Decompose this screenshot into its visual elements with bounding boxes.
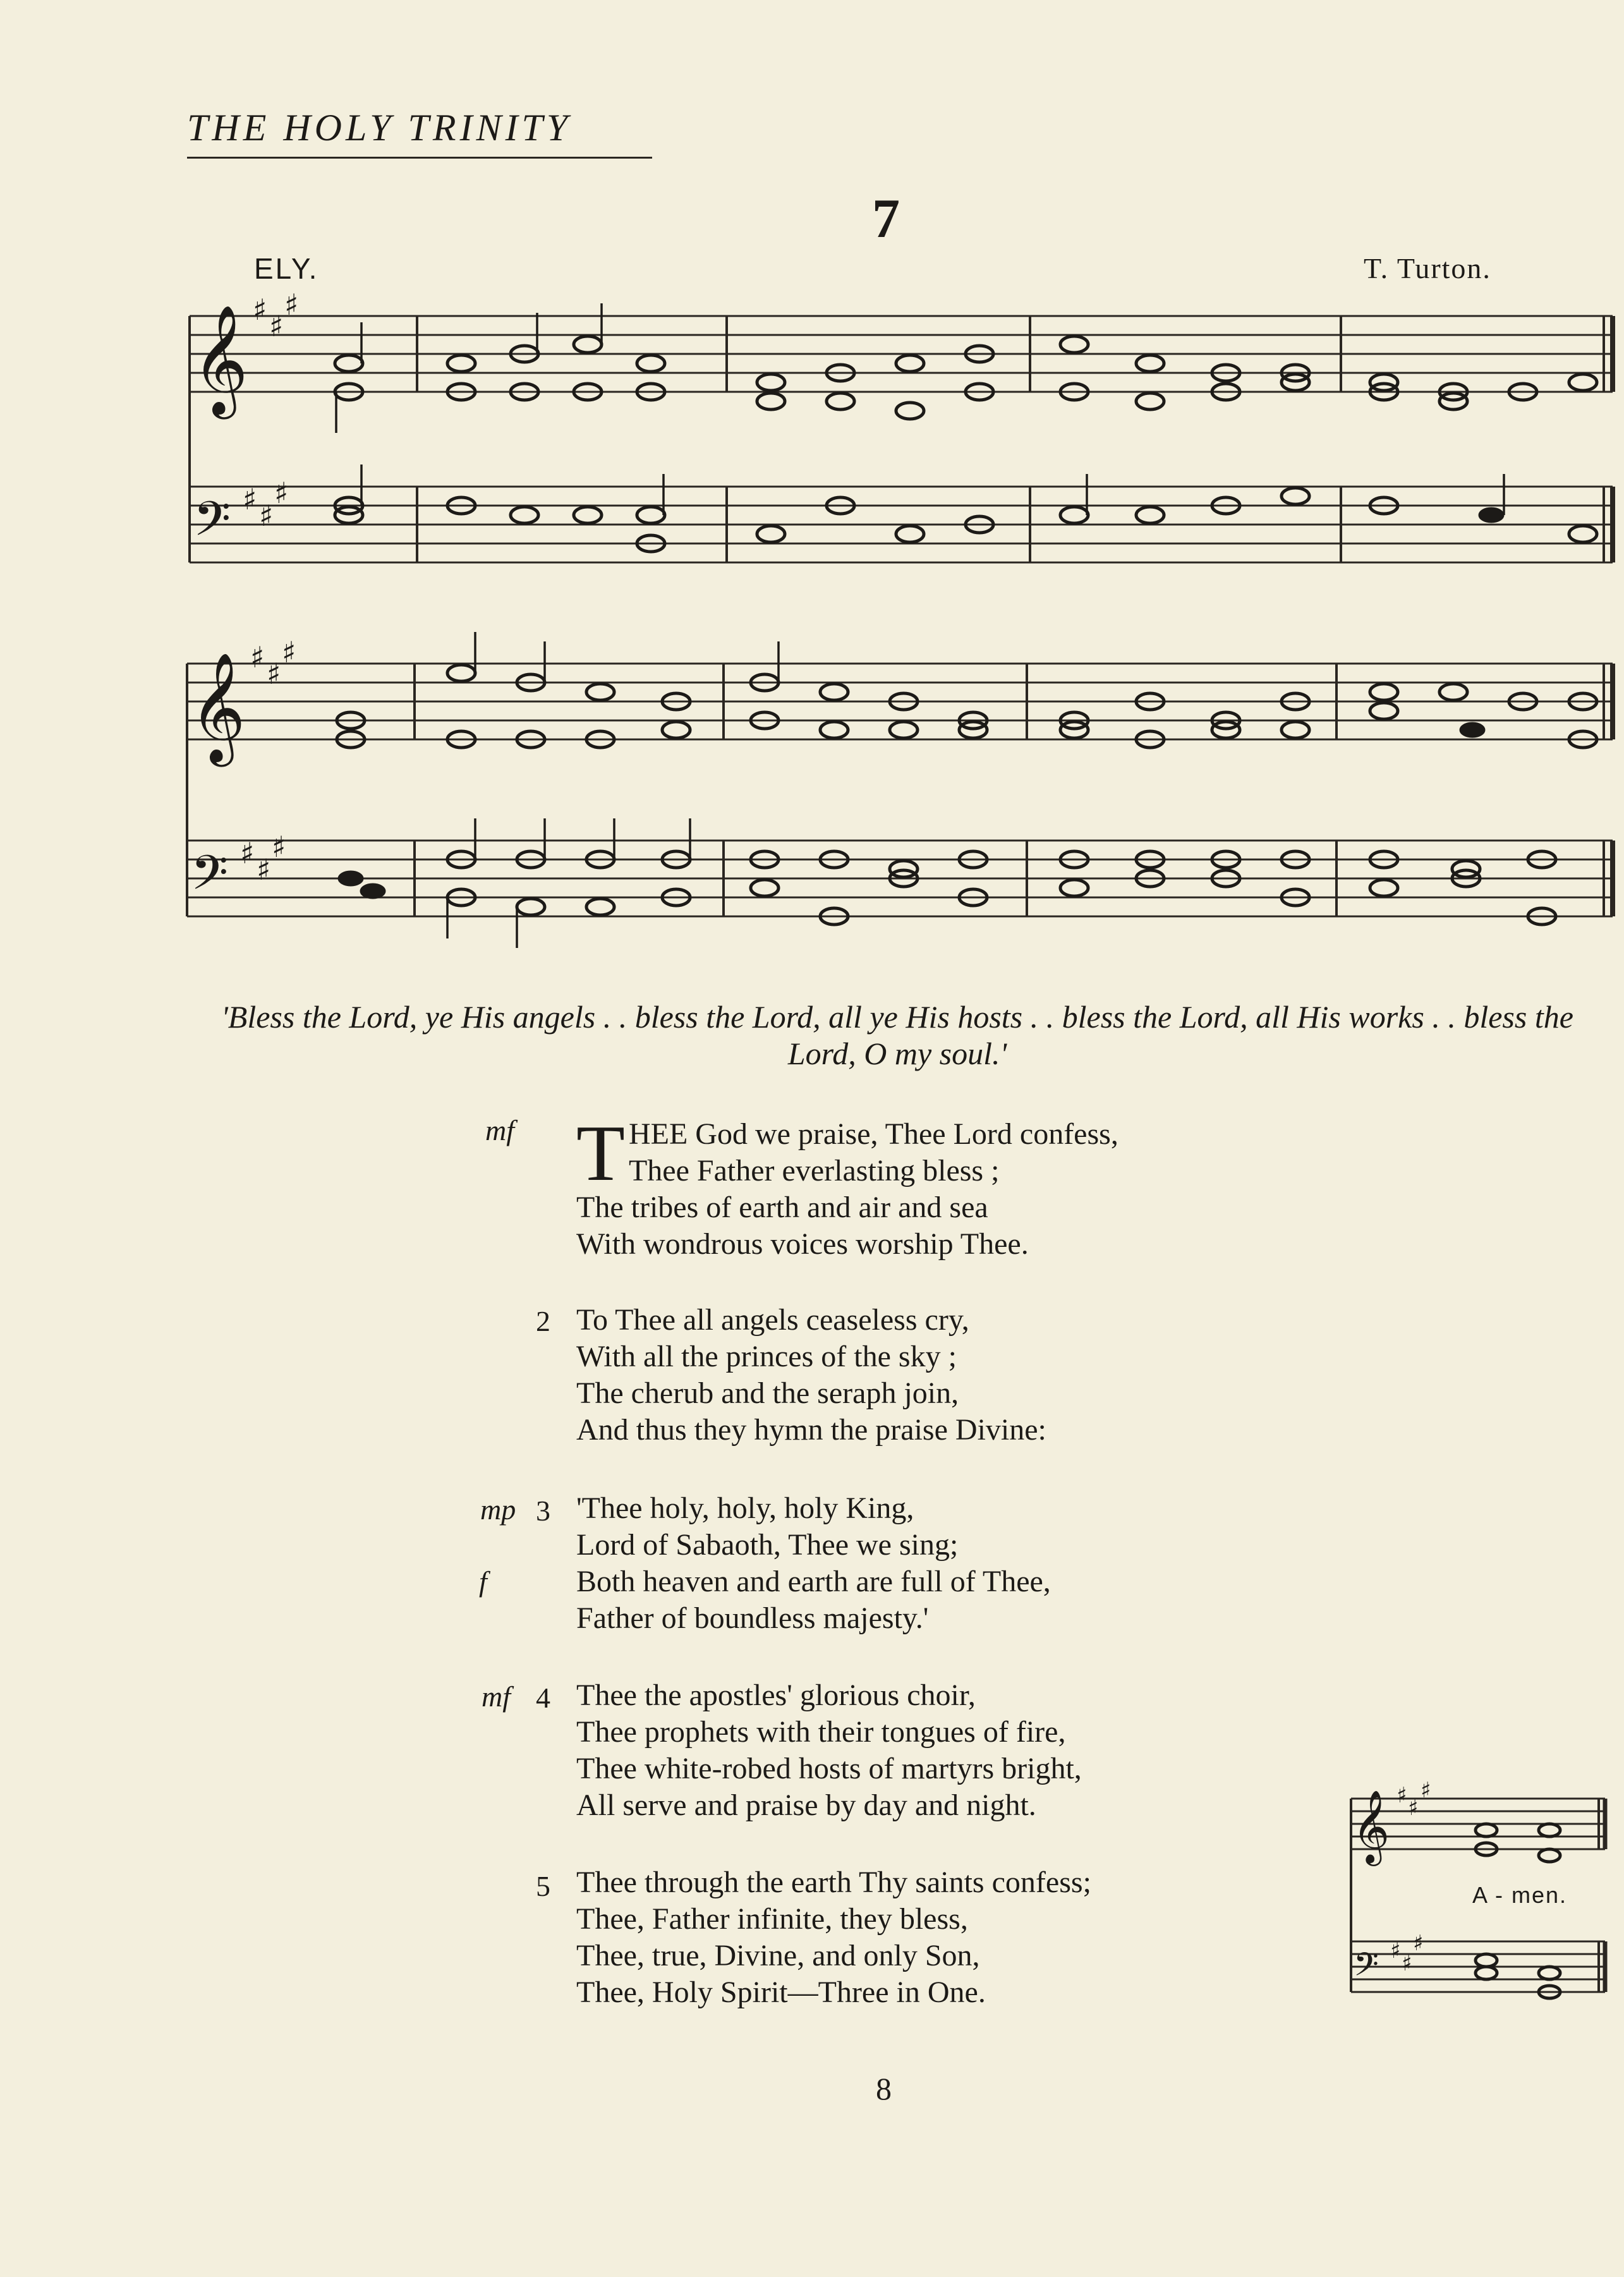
stanza-line: The tribes of earth and air and sea (576, 1191, 988, 1224)
key-signature-icon (1390, 1778, 1431, 1976)
music-system-2 (183, 626, 1624, 967)
stanza-line: With all the princes of the sky ; (576, 1340, 957, 1373)
svg-text:♯: ♯ (282, 635, 296, 669)
stanza-line: 'Thee holy, holy, holy King, (576, 1491, 914, 1525)
dynamic-marking: mf (485, 1114, 514, 1146)
svg-text:♯: ♯ (240, 836, 255, 870)
stanza-line: Thee prophets with their tongues of fire, (576, 1715, 1066, 1749)
stanza-line: The cherub and the seraph join, (576, 1376, 959, 1410)
bass-clef-icon: 𝄢 (193, 491, 231, 559)
stanza-line: Thee, Father infinite, they bless, (576, 1902, 968, 1936)
music-system-1 (183, 288, 1624, 600)
stanza-line: Thee through the earth Thy saints confess; (576, 1866, 1091, 1899)
stanza-line: With wondrous voices worship Thee. (576, 1227, 1029, 1261)
svg-text:♯: ♯ (257, 853, 271, 887)
svg-text:♯: ♯ (1413, 1931, 1424, 1956)
key-signature-icon (240, 635, 296, 887)
dynamic-marking: mp (480, 1493, 516, 1526)
svg-text:♯: ♯ (259, 499, 274, 533)
tune-name: ELY. (254, 252, 319, 285)
treble-staff-1 (190, 316, 1613, 392)
hymn-number: 7 (872, 188, 900, 250)
svg-text:♯: ♯ (1408, 1795, 1419, 1821)
svg-text:♯: ♯ (1390, 1938, 1401, 1964)
stanza-line: Thee white-robed hosts of martyrs bright, (576, 1752, 1082, 1785)
verse-number: 2 (536, 1305, 550, 1337)
stanza-3 (576, 1490, 1051, 1637)
treble-staff-2 (187, 664, 1613, 739)
verse-number: 5 (536, 1870, 550, 1902)
stanza-line: All serve and praise by day and night. (576, 1788, 1036, 1822)
svg-text:♯: ♯ (267, 657, 281, 691)
notes-system-2 (337, 632, 1597, 948)
svg-text:♯: ♯ (250, 640, 265, 674)
drop-cap: T (576, 1110, 625, 1198)
verse-number: 3 (536, 1495, 550, 1527)
stanza-line: Both heaven and earth are full of Thee, (576, 1565, 1051, 1598)
stanza-line: Father of boundless majesty.' (576, 1601, 929, 1635)
section-title: THE HOLY TRINITY (187, 107, 572, 149)
stanza-line: Lord of Sabaoth, Thee we sing; (576, 1528, 959, 1562)
stanza-line: Thee, Holy Spirit—Three in One. (576, 1976, 986, 2009)
treble-clef-icon: 𝄞 (190, 652, 246, 762)
scripture-quotation: 'Bless the Lord, ye His angels . . bless the Lord, all ye His hosts . . bless the Lord, all His works . . bless the Lord, O my soul.' (221, 999, 1573, 1071)
stanza-line: And thus they hymn the praise Divine: (576, 1413, 1046, 1447)
title-underline (187, 157, 652, 159)
dynamic-marking: mf (482, 1680, 511, 1713)
stanza-2 (576, 1302, 1046, 1448)
treble-clef-icon: 𝄞 (1352, 1789, 1390, 1863)
svg-text:♯: ♯ (269, 309, 284, 343)
amen-bass-staff (1351, 1941, 1605, 1992)
verse-number: 4 (536, 1682, 550, 1714)
svg-text:♯: ♯ (253, 293, 267, 327)
svg-text:♯: ♯ (1421, 1778, 1431, 1803)
svg-text:♯: ♯ (243, 482, 257, 516)
composer-name: T. Turton. (1364, 252, 1491, 284)
bass-clef-icon: 𝄢 (191, 845, 229, 913)
amen-label: A - men. (1472, 1882, 1568, 1908)
stanza-line: Thee Father everlasting bless ; (628, 1154, 1000, 1187)
stanza-4 (576, 1677, 1082, 1824)
stanza-5 (576, 1864, 1091, 2011)
svg-text:♯: ♯ (1397, 1783, 1407, 1808)
bass-clef-icon: 𝄢 (1354, 1945, 1379, 1991)
stanza-line: To Thee all angels ceaseless cry, (576, 1303, 969, 1337)
svg-text:♯: ♯ (272, 830, 286, 864)
dynamic-marking: f (479, 1565, 487, 1598)
stanza-line: HEE God we praise, Thee Lord confess, (628, 1117, 1118, 1151)
svg-text:♯: ♯ (1402, 1951, 1412, 1976)
stanza-1 (576, 1110, 1118, 1263)
stanza-line: Thee, true, Divine, and only Son, (576, 1939, 980, 1972)
svg-text:♯: ♯ (274, 476, 289, 510)
page-number: 8 (876, 2071, 892, 2106)
stanza-line: Thee the apostles' glorious choir, (576, 1679, 976, 1712)
bass-staff-1 (190, 487, 1613, 562)
notes-system-1 (335, 303, 1597, 552)
svg-text:♯: ♯ (284, 288, 299, 322)
key-signature-icon (243, 288, 298, 533)
treble-clef-icon: 𝄞 (192, 305, 248, 415)
